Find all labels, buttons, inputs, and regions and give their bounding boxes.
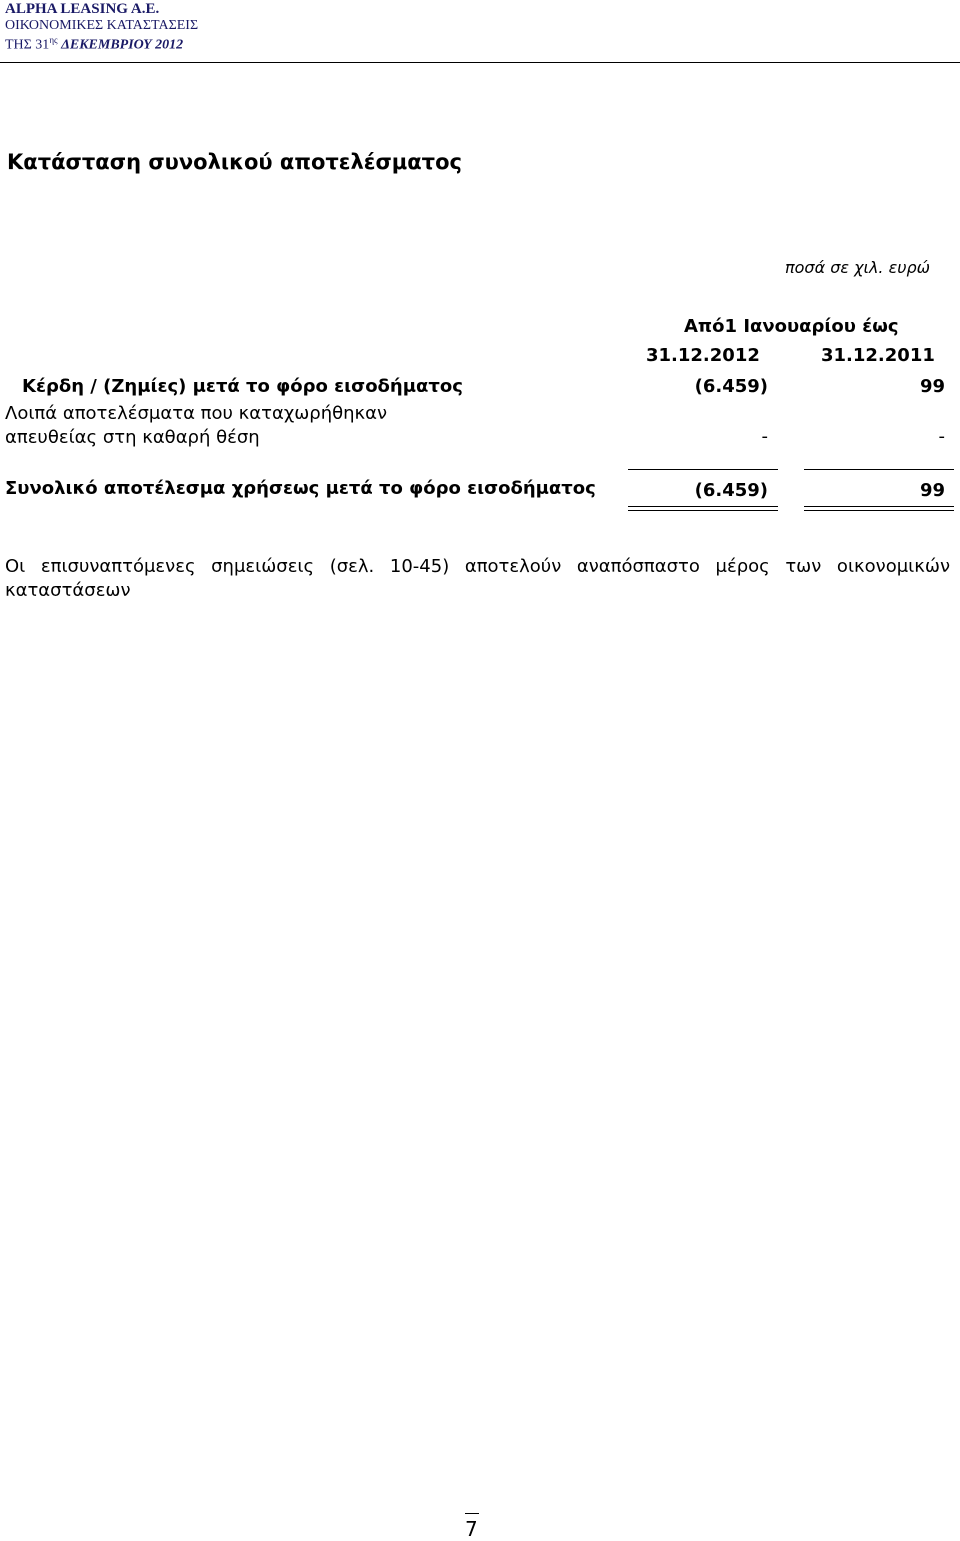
row-profit-2012: (6.459) — [694, 376, 768, 397]
total-double-line-2011 — [804, 506, 954, 511]
subtotal-line-2012 — [628, 469, 778, 470]
document-header — [5, 0, 198, 54]
total-label: Συνολικό αποτέλεσμα χρήσεως μετά το φόρο εισοδήματος — [5, 478, 596, 499]
page-number: 7 — [465, 1517, 478, 1541]
notes-reference: Οι επισυναπτόμενες σημειώσεις (σελ. 10-45) αποτελούν αναπόσπαστο μέρος των οικονομικών καταστάσεων — [5, 556, 950, 601]
page-title: Κατάσταση συνολικού αποτελέσματος — [7, 150, 462, 174]
page-number-mark — [465, 1513, 479, 1514]
row-profit-2011: 99 — [919, 376, 945, 397]
column-header-2011: 31.12.2011 — [821, 345, 935, 366]
row-oci-2011: - — [938, 426, 945, 447]
total-2011: 99 — [919, 480, 945, 501]
units-note: ποσά σε χιλ. ευρώ — [785, 258, 931, 277]
row-oci-2012: - — [761, 426, 768, 447]
statements-label: ΟΙΚΟΝΟΜΙΚΕΣ ΚΑΤΑΣΤΑΣΕΙΣ — [5, 18, 199, 33]
column-header-2012: 31.12.2012 — [646, 345, 760, 366]
total-double-line-2012 — [628, 506, 778, 511]
row-profit-label: Κέρδη / (Ζημίες) μετά το φόρο εισοδήματος — [22, 376, 463, 397]
subtotal-line-2011 — [804, 469, 954, 470]
header-rule — [0, 62, 960, 63]
period-header: Από1 Ιανουαρίου έως — [684, 316, 899, 337]
company-name: ALPHA LEASING A.E. — [5, 1, 160, 17]
statement-date: ΤΗΣ $31^{\eta\varsigma}$ ΔΕΚΕΜΒΡΙΟΥ 2012 — [5, 34, 184, 53]
row-oci-label: Λοιπά αποτελέσματα που καταχωρήθηκαν απευθείας στη καθαρή θέση — [5, 403, 388, 448]
total-2012: (6.459) — [694, 480, 768, 501]
